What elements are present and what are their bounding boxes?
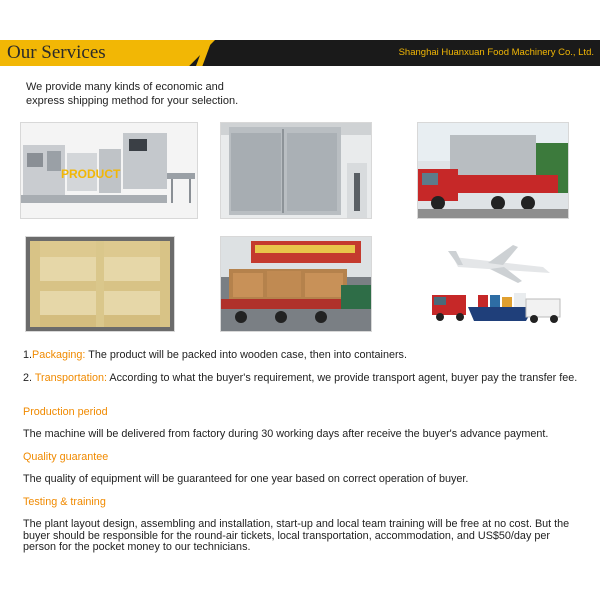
transportation-line (23, 373, 583, 385)
page-title: Our Services (7, 42, 106, 63)
quality-guarantee-heading: Quality guarantee (23, 451, 109, 463)
packaging-text: The product will be packed into wooden case, then into containers. (85, 349, 407, 361)
packaging-line (23, 350, 583, 362)
truck-photo (417, 122, 569, 219)
transportation-text: According to what the buyer's requirement, we provide transport agent, buyer pay the transfer fee. (107, 372, 578, 384)
testing-training-heading: Testing & training (23, 496, 106, 508)
header-banner (0, 40, 600, 66)
packaging-label: Packaging: (32, 349, 86, 361)
loaded-truck-photo (220, 236, 372, 332)
quality-guarantee-text: The quality of equipment will be guaranteed for one year based on correct operation of buyer. (23, 473, 469, 485)
transportation-prefix: 2. (23, 372, 35, 384)
packaging-prefix: 1. (23, 349, 33, 361)
company-name: Shanghai Huanxuan Food Machinery Co., Ltd. (398, 47, 594, 58)
intro-line-2: express shipping method for your selection. (26, 95, 239, 107)
transport-methods-photo (417, 236, 569, 332)
production-period-text: The machine will be delivered from factory during 30 working days after receive the buyer's advance payment. (23, 428, 549, 440)
testing-training-text: The plant layout design, assembling and installation, start-up and local team training will be free at no cost. But the buyer should be responsible for the round-air tickets, local transportation, accommodation, and US$50/day per person for the pocket money to our technicians. (23, 518, 570, 553)
intro-line-1: We provide many kinds of economic and (26, 81, 224, 93)
product-machine-photo (20, 122, 198, 219)
wrapped-machine-photo (220, 122, 372, 219)
wooden-case-photo (25, 236, 175, 332)
product-watermark: PRODUCT (61, 167, 121, 181)
production-period-heading: Production period (23, 406, 108, 418)
transportation-label: Transportation: (34, 372, 108, 384)
intro-text (26, 80, 286, 108)
